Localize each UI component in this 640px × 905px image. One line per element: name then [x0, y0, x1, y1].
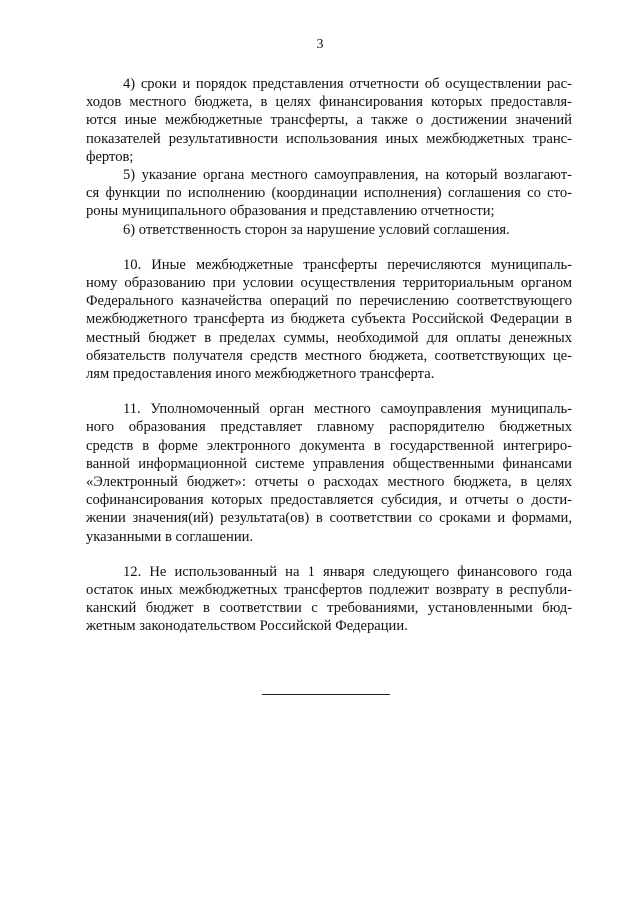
- paragraph: [86, 400, 572, 546]
- paragraph: [86, 256, 572, 383]
- text-line: 10. Иные межбюджетные трансферты перечисляются муниципаль-: [123, 256, 572, 273]
- text-line: остаток иных межбюджетных трансфертов подлежит возврату в республи-: [86, 582, 572, 599]
- text-line: «Электронный бюджет»: отчеты о расходах местного бюджета, в целях: [86, 474, 572, 491]
- text-line: 12. Не использованный на 1 января следующего финансового года: [123, 563, 572, 580]
- text-line: 5) указание органа местного самоуправления, на который возлагают-: [123, 167, 572, 184]
- text-line: Федерального казначейства операций по перечислению соответствующего: [86, 293, 572, 310]
- text-line: ному образованию при условии осуществления территориальным органом: [86, 275, 572, 292]
- text-line: фертов;: [86, 148, 134, 165]
- text-line: показателей результативности использования иных межбюджетных транс-: [86, 130, 572, 147]
- text-line: средств в форме электронного документа в государственной интегриро-: [86, 437, 572, 454]
- paragraph: [86, 75, 572, 166]
- paragraph: [86, 221, 572, 239]
- text-line: лям предоставления иного межбюджетного трансферта.: [86, 366, 435, 383]
- text-line: роны муниципального образования и представлению отчетности;: [86, 203, 495, 220]
- text-line: ся функции по исполнению (координации исполнения) соглашения со сто-: [86, 185, 572, 202]
- text-line: жении значения(ий) результата(ов) в соответствии со сроками и формами,: [86, 510, 572, 527]
- page-number: 3: [316, 37, 324, 52]
- separator-line: [262, 694, 390, 695]
- text-line: ходов местного бюджета, в целях финансирования которых предоставля-: [86, 94, 572, 111]
- paragraph-gap: [86, 239, 572, 256]
- paragraph: [86, 563, 572, 636]
- text-line: местный бюджет в пределах суммы, необходимой для оплаты денежных: [86, 329, 572, 346]
- paragraph-gap: [86, 383, 572, 400]
- text-line: 6) ответственность сторон за нарушение условий соглашения.: [123, 221, 510, 238]
- text-line: ного образования представляет главному распорядителю бюджетных: [86, 419, 572, 436]
- text-line: межбюджетного трансферта из бюджета субъекта Российской Федерации в: [86, 311, 572, 328]
- paragraph-gap: [86, 546, 572, 563]
- text-line: обязательств получателя средств местного бюджета, соответствующих це-: [86, 347, 572, 364]
- document-body: [86, 75, 572, 636]
- text-line: указанными в соглашении.: [86, 528, 254, 545]
- text-line: 11. Уполномоченный орган местного самоуправления муниципаль-: [123, 401, 572, 418]
- text-line: жетным законодательством Российской Федерации.: [86, 618, 408, 635]
- text-line: ются иные межбюджетные трансферты, а также о достижении значений: [86, 112, 572, 129]
- text-line: канский бюджет в соответствии с требованиями, установленными бюд-: [86, 600, 572, 617]
- paragraph: [86, 166, 572, 221]
- text-line: 4) сроки и порядок представления отчетности об осуществлении рас-: [123, 76, 572, 92]
- text-line: ванной информационной системе управления общественными финансами: [86, 455, 572, 472]
- text-line: софинансирования которых предоставляется субсидия, и отчеты о дости-: [86, 492, 572, 509]
